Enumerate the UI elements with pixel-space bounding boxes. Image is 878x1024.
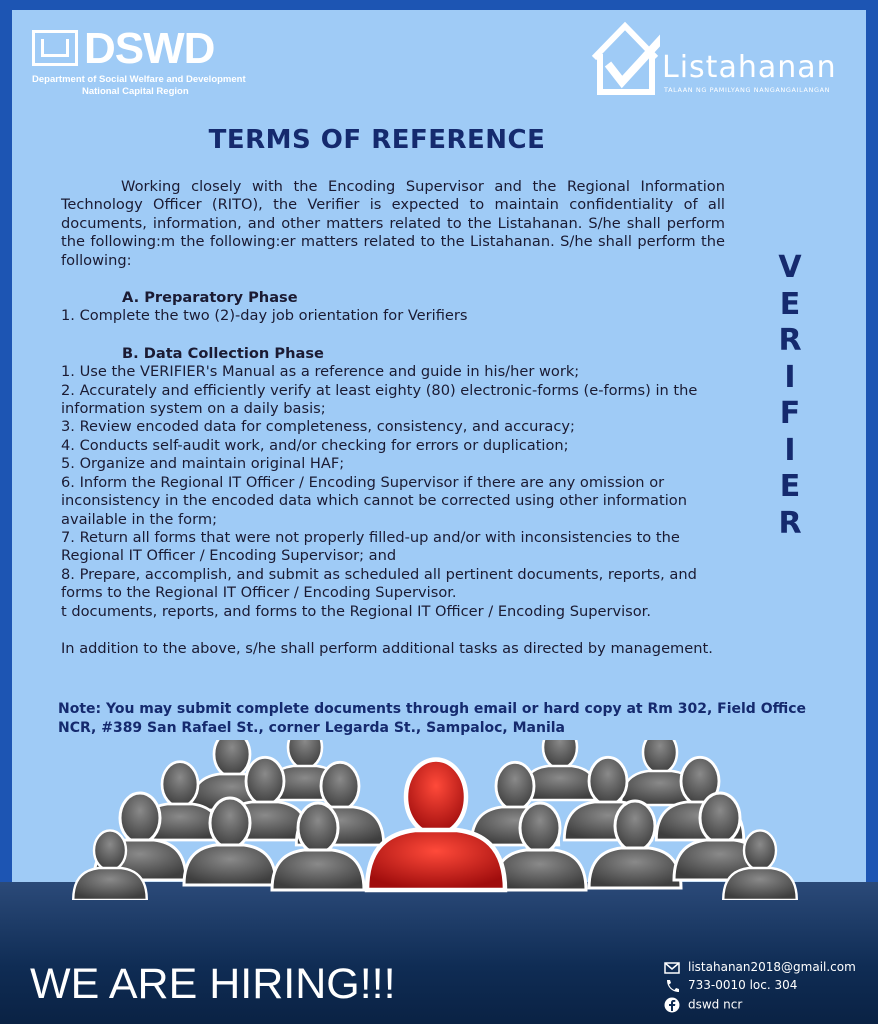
phone-icon: [664, 979, 680, 993]
position-letter: F: [779, 396, 801, 431]
list-item: 1. Use the VERIFIER's Manual as a reference and guide in his/her work;: [61, 363, 580, 381]
contact-email[interactable]: [664, 960, 856, 975]
position-letter: V: [778, 250, 802, 285]
dswd-logo-block: [22, 22, 252, 102]
dswd-department: Department of Social Welfare and Development: [32, 74, 246, 85]
terms-body: [61, 178, 725, 658]
submission-note: Note: You may submit complete documents through email or hard copy at Rm 302, Field Office NCR, #389 San Rafael St., corner Legarda St., Sampaloc, Manila: [58, 701, 807, 736]
position-letter: E: [779, 469, 801, 504]
list-item: 7. Return all forms that were not properly filled-up and/or with inconsistencies to the Regional IT Officer / Encoding Supervisor; and: [61, 528, 680, 565]
section-b-heading: B. Data Collection Phase: [122, 344, 324, 362]
position-letter: R: [778, 323, 802, 358]
position-letter: I: [784, 359, 796, 395]
contact-phone[interactable]: [664, 978, 797, 993]
facebook-icon: [664, 997, 680, 1013]
email-text: listahanan2018@gmail.com: [688, 960, 856, 974]
dswd-region: National Capital Region: [82, 86, 189, 97]
page-title: TERMS OF REFERENCE: [208, 125, 546, 155]
list-item: 6. Inform the Regional IT Officer / Encoding Supervisor if there are any omission or inconsistency in the encoded data which cannot be corrected using other information available in the form;: [61, 473, 687, 528]
list-item: t documents, reports, and forms to the Regional IT Officer / Encoding Supervisor.: [61, 602, 651, 620]
list-item: 2. Accurately and efficiently verify at least eighty (80) electronic-forms (e-forms) in the information system on a daily basis;: [61, 381, 698, 418]
house-check-icon: [590, 20, 660, 96]
crowd-illustration: [0, 740, 878, 900]
list-item: 1. Complete the two (2)-day job orientation for Verifiers: [61, 307, 468, 325]
dswd-emblem-icon: [32, 30, 78, 66]
position-letter: R: [778, 505, 802, 541]
listahanan-tagline: TALAAN NG PAMILYANG NANGANGAILANGAN: [664, 86, 831, 94]
list-item: 5. Organize and maintain original HAF;: [61, 455, 345, 473]
section-a-heading: A. Preparatory Phase: [122, 289, 298, 307]
phone-text: 733-0010 loc. 304: [688, 978, 798, 992]
hiring-banner: WE ARE HIRING!!!: [30, 960, 396, 1008]
dswd-name: DSWD: [84, 24, 215, 73]
list-item: 4. Conducts self-audit work, and/or checking for errors or duplication;: [61, 436, 569, 454]
closing-paragraph: In addition to the above, s/he shall perform additional tasks as directed by management.: [61, 639, 713, 657]
position-letter: I: [784, 432, 796, 468]
list-item: 8. Prepare, accomplish, and submit as scheduled all pertinent documents, reports, and forms to the Regional IT Officer / Encoding Supervisor.: [61, 565, 697, 602]
listahanan-logo-block: [590, 20, 860, 100]
intro-paragraph: Working closely with the Encoding Supervisor and the Regional Information Technology Officer (RITO), the Verifier is expected to maintain confidentiality of all documents, information, and other matters related to the Listahanan. S/he shall perform the following:m the following:er matters related to the Listahanan. S/he shall perform the following:: [61, 178, 725, 269]
facebook-text: dswd ncr: [688, 997, 743, 1012]
contact-facebook[interactable]: [664, 997, 742, 1013]
position-letter: E: [779, 286, 801, 322]
listahanan-name: Listahanan: [662, 50, 837, 85]
list-item: 3. Review encoded data for completeness, consistency, and accuracy;: [61, 418, 575, 436]
position-title-vertical: [770, 250, 810, 542]
email-icon: [664, 961, 680, 975]
